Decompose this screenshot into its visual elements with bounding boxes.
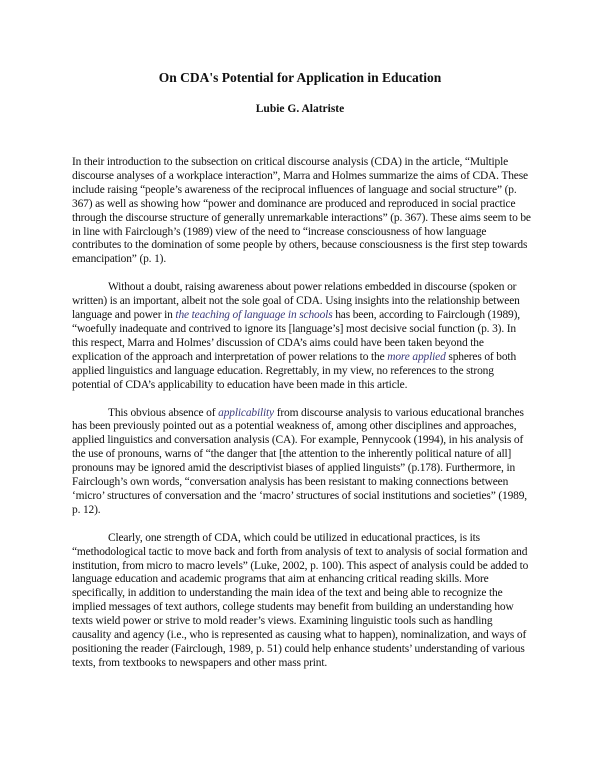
paragraph-1 (72, 156, 534, 267)
author-name: Lubie G. Alatriste (255, 103, 345, 115)
paragraph-text: Without a doubt, raising awareness about power relations embedded in discourse (spoken or written) is an important, albeit not the sole goal of CDA. Using insights into the relationship between language and power in (72, 281, 520, 322)
paragraph-text: Clearly, one strength of CDA, which could be utilized in educational practices, is its “methodological tactic to move back and forth from analysis of text to analysis of social formation and institution, from micro to macro levels” (Luke, 2002, p. 100). This aspect of analysis could be added to language education and academic programs that aim at enhancing critical reading skills. More specifically, in addition to understanding the main idea of the text and being able to recognize the implied messages of text authors, college students may benefit from building an understanding how texts wield power or strive to mold reader’s views. Examining linguistic tools such as handling causality and agency (i.e., who is represented as causing what to happen), nominalization, and ways of positioning the reader (Fairclough, 1989, p. 51) could help enhance students’ understanding of various texts, from textbooks to newspapers and other mass print. (72, 531, 529, 669)
paragraph-text: In their introduction to the subsection on critical discourse analysis (CDA) in the article, “Multiple discourse analyses of a workplace interaction”, Marra and Holmes summarize the aims of CDA. These include raising “people’s awareness of the reciprocal influences of language and social structure” (p. 367) as well as showing how “power and dominance are produced and reproduced in social practice through the discourse structure of generally unremarkable interactions” (p. 367). These aims seem to be in line with Fairclough’s (1989) view of the need to “increase consciousness of how language contributes to the domination of some people by others, because consciousness is the first step towards emancipation” (p. 1). (72, 156, 531, 266)
paper-title: On CDA's Potential for Application in Education (158, 70, 442, 85)
paragraph-text: from discourse analysis to various educational branches has been previously pointed out as a potential weakness of, among other disciplines and approaches, applied linguistics and conversation analysis (CA). For example, Pennycook (1994), in his analysis of the use of pronouns, warns of “the danger that [the attention to the inherently political nature of all] pronouns may be ignored amid the descriptivist biases of applied linguists” (p.178). Furthermore, in Fairclough’s own words, “conversation analysis has been resistant to making connections between ‘micro’ structures of conversation and the ‘macro’ structures of social institutions and societies” (1989, p. 12). (72, 406, 528, 516)
paragraph-text: spheres of both applied linguistics and language education. Regrettably, in my view, no references to the strong potential of CDA’s applicability to education have been made in this article. (72, 350, 517, 391)
body-text (72, 156, 534, 685)
paragraph-text: has been, according to Fairclough (1989), “woefully inadequate and contrived to ignore its [language’s] most decisive social function (p. 3). In this respect, Marra and Holmes’ discussion of CDA’s aims could have been taken beyond the explication of the approach and interpretation of power relations to the (72, 309, 520, 363)
highlighted-phrase: more applied (387, 350, 446, 363)
paragraph-3 (72, 407, 534, 518)
highlighted-phrase: the teaching of language in schools (175, 309, 333, 322)
highlighted-phrase: applicability (218, 406, 274, 419)
paragraph-4 (72, 532, 534, 671)
paragraph-2 (72, 281, 534, 392)
paragraph-text: This obvious absence of (108, 406, 219, 419)
